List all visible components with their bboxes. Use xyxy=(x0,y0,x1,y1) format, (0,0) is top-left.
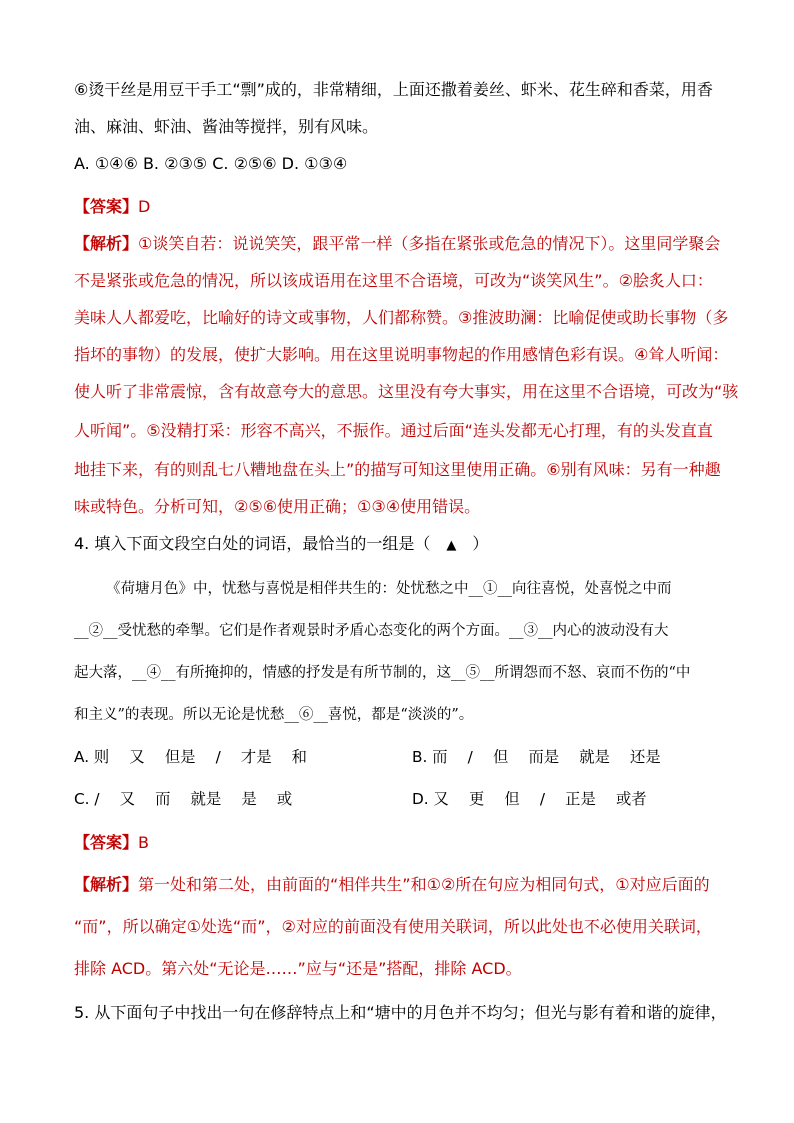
q3-analysis-line-3: 美味人人都爱吃，比喻好的诗文或事物，人们都称赞。③推波助澜：比喻促使或助长事物（多 xyxy=(74,308,729,327)
q4-option-b: B. 而 / 但 而是 就是 还是 xyxy=(412,748,661,766)
analysis-label: 【解析】 xyxy=(74,234,139,253)
q3-analysis-line-1 xyxy=(74,233,720,255)
q4-option-d: D. 又 更 但 / 正是 或者 xyxy=(412,790,647,808)
q3-analysis-line-2: 不是紧张或危急的情况，所以该成语用在这里不合语境，可改为“谈笑风生”。②脍炙人口： xyxy=(74,271,713,290)
q3-analysis-line-4: 指坏的事物）的发展，使扩大影响。用在这里说明事物起的作用感情色彩有误。④耸人听闻： xyxy=(74,345,729,364)
answer-label: 【答案】 xyxy=(74,833,139,852)
q4-stem-before: 4. 填入下面文段空白处的词语，最恰当的一组是（ xyxy=(74,534,447,553)
q3-answer xyxy=(74,196,150,218)
analysis-text: ①谈笑自若：说说笑笑，跟平常一样（多指在紧张或危急的情况下）。这里同学聚会 xyxy=(138,234,721,253)
q4-option-a: A. 则 又 但是 / 才是 和 xyxy=(74,748,307,766)
triangle-icon: ▲ xyxy=(446,538,457,553)
q4-stem-after: ） xyxy=(456,534,489,553)
q4-option-c: C. / 又 而 就是 是 或 xyxy=(74,790,293,808)
q4-analysis-line-2: “而”，所以确定①处选“而”，②对应的前面没有使用关联词，所以此处也不必使用关联词， xyxy=(74,917,712,936)
q3-item6-line1: ⑥烫干丝是用豆干手工“剽”成的，非常精细，上面还撒着姜丝、虾米、花生碎和香菜，用香 xyxy=(74,80,713,99)
q4-analysis-line-3: 排除 ACD。第六处“无论是……”应与“还是”搭配，排除 ACD。 xyxy=(74,959,522,978)
q4-answer xyxy=(74,832,149,854)
q3-analysis-line-7: 地挂下来，有的则乱七八糟地盘在头上”的描写可知这里使用正确。⑥别有风味：另有一种趣 xyxy=(74,460,721,479)
answer-value: B xyxy=(138,833,149,852)
q3-item6-line2: 油、麻油、虾油、酱油等搅拌，别有风味。 xyxy=(74,117,379,136)
q3-analysis-line-5: 使人听了非常震惊，含有故意夸大的意思。这里没有夸大事实，用在这里不合语境，可改为“骇 xyxy=(74,382,739,401)
q4-passage-line-2: __②__受忧愁的牵掣。它们是作者观景时矛盾心态变化的两个方面。__③__内心的波动没有大 xyxy=(74,623,669,639)
q4-passage-line-1: 《荷塘月色》中，忧愁与喜悦是相伴共生的：处忧愁之中__①__向往喜悦，处喜悦之中而 xyxy=(106,581,672,597)
q4-analysis-line-1 xyxy=(74,874,710,896)
q3-options: A. ①④⑥ B. ②③⑤ C. ②⑤⑥ D. ①③④ xyxy=(74,154,348,173)
q4-passage-line-3: 起大落，__④__有所掩抑的，情感的抒发是有所节制的，这__⑤__所谓怨而不怒、哀而不伤的“中 xyxy=(74,665,691,681)
q3-analysis-line-6: 人听闻”。⑤没精打采：形容不高兴，不振作。通过后面“连头发都无心打理，有的头发直直 xyxy=(74,421,713,440)
q3-analysis-line-8: 味或特色。分析可知，②⑤⑥使用正确；①③④使用错误。 xyxy=(74,497,481,516)
answer-label: 【答案】 xyxy=(74,197,139,216)
analysis-text: 第一处和第二处，由前面的“相伴共生”和①②所在句应为相同句式，①对应后面的 xyxy=(138,875,710,894)
analysis-label: 【解析】 xyxy=(74,875,139,894)
answer-value: D xyxy=(138,197,151,216)
q4-stem xyxy=(74,533,488,557)
q4-passage-line-4: 和主义”的表现。所以无论是忧愁__⑥__喜悦，都是“淡淡的”。 xyxy=(74,707,474,723)
q5-stem: 5. 从下面句子中找出一句在修辞特点上和“塘中的月色并不均匀；但光与影有着和谐的旋律， xyxy=(74,1003,727,1022)
